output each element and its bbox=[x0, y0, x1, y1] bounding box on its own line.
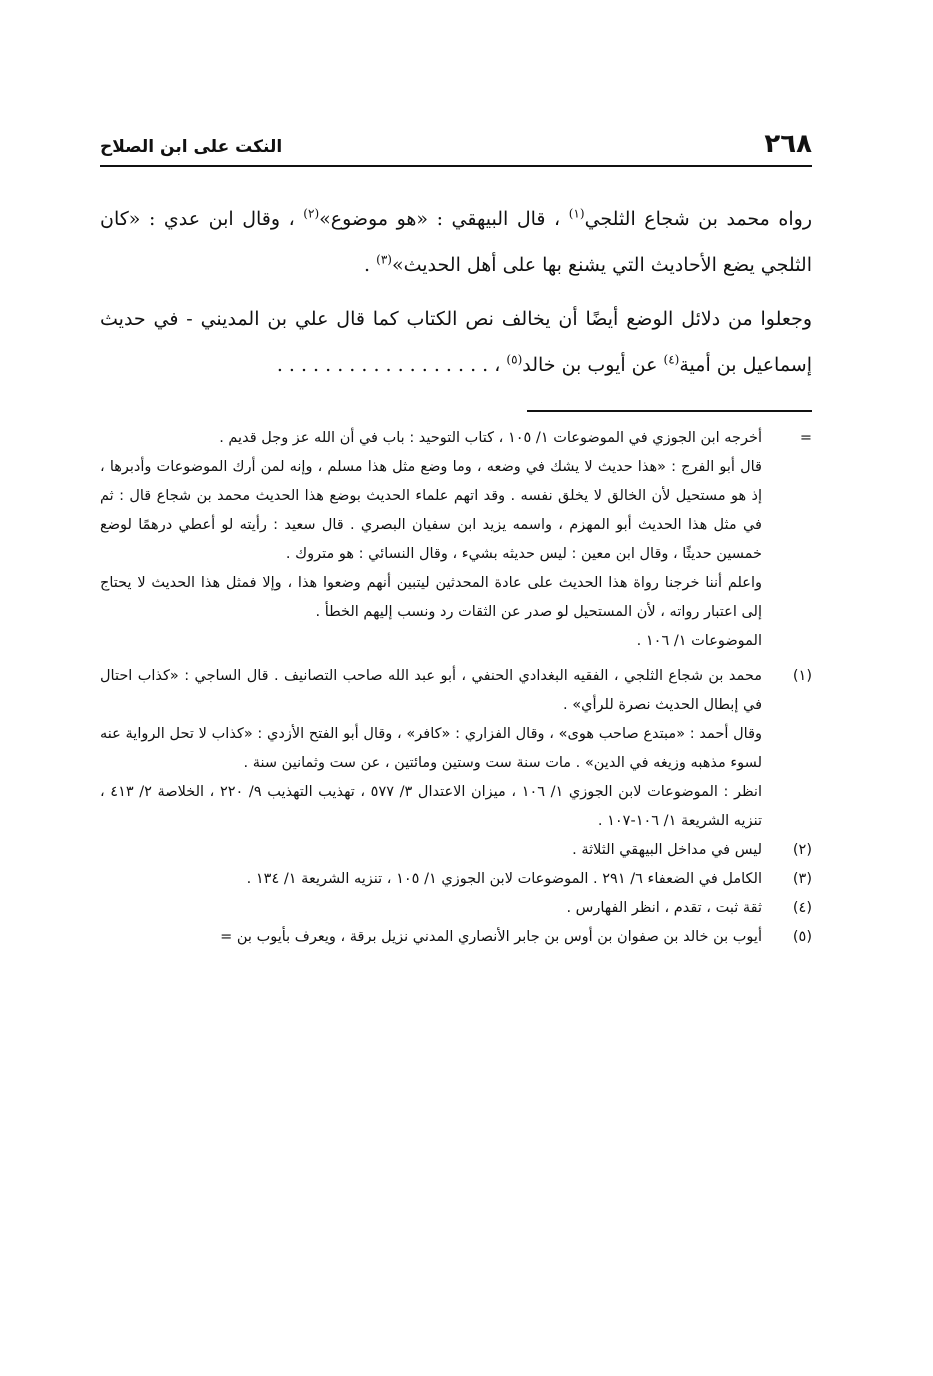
footnote-number: (٤) bbox=[792, 900, 812, 916]
footnote-number: (٣) bbox=[792, 871, 812, 887]
footnote-3 bbox=[100, 865, 812, 894]
footnote-paragraph: وقال أحمد : «مبتدع صاحب هوى» ، وقال الفزاري : «كافر» ، وقال أبو الفتح الأزدي : «كذاب لا تحل الرواية عنه لسوء مذهبه وزيغه في الدين» . مات سنة ست وستين ومائتين ، عن ست وثمانين سنة . bbox=[100, 726, 762, 771]
footnote-paragraph: ليس في مداخل البيهقي الثلاثة . bbox=[572, 842, 762, 858]
main-text-run: ، bbox=[488, 354, 507, 376]
main-text-run: . bbox=[364, 254, 377, 276]
footnote-continuation bbox=[100, 424, 812, 656]
main-text-run: رواه محمد بن شجاع الثلجي bbox=[584, 208, 812, 230]
footnote-paragraph: الموضوعات ١/ ١٠٦ . bbox=[636, 633, 762, 649]
main-text-run: ، قال البيهقي : «هو موضوع» bbox=[319, 208, 569, 230]
footnote-paragraph: واعلم أننا خرجنا رواة هذا الحديث على عادة المحدثين ليتبين أنهم وضعوا هذا ، وإلا فمثل هذا الحديث لا يحتاج إلى اعتبار رواته ، لأن المستحيل لو صدر عن الثقات رد ونسب إليهم الخطأ . bbox=[100, 575, 762, 620]
footnote-number: (١) bbox=[792, 668, 812, 684]
footnote-1 bbox=[100, 662, 812, 836]
footnote-paragraph: انظر : الموضوعات لابن الجوزي ١/ ١٠٦ ، ميزان الاعتدال ٣/ ٥٧٧ ، تهذيب التهذيب ٩/ ٢٢٠ ، الخلاصة ٢/ ٤١٣ ، تنزيه الشريعة ١/ ١٠٦-١٠٧ . bbox=[100, 784, 762, 829]
footnote-ref-5: (٥) bbox=[506, 352, 523, 367]
footnote-5 bbox=[100, 923, 812, 952]
header-rule bbox=[100, 165, 812, 167]
footnotes bbox=[100, 424, 812, 952]
continuation-marker: = bbox=[799, 430, 812, 446]
footnote-paragraph: محمد بن شجاع الثلجي ، الفقيه البغدادي الحنفي ، أبو عبد الله صاحب التصانيف . قال الساجي : «كذاب احتال في إبطال الحديث نصرة للرأي» . bbox=[100, 668, 762, 713]
running-title: النكت على ابن الصلاح bbox=[100, 137, 283, 157]
main-text bbox=[100, 196, 812, 388]
footnote-separator bbox=[527, 410, 812, 412]
footnote-ref-1: (١) bbox=[568, 206, 585, 221]
continuation-dots: . . . . . . . . . . . . . . . . . . bbox=[276, 354, 489, 376]
footnote-paragraph: أخرجه ابن الجوزي في الموضوعات ١/ ١٠٥ ، كتاب التوحيد : باب في أن الله عز وجل قديم . bbox=[219, 430, 762, 446]
footnote-number: (٢) bbox=[792, 842, 812, 858]
main-text-run: عن أيوب بن خالد bbox=[522, 354, 664, 376]
main-paragraph-1 bbox=[100, 196, 812, 288]
main-paragraph-2 bbox=[100, 296, 812, 388]
footnote-ref-4: (٤) bbox=[663, 352, 680, 367]
main-text-run: ، وقال ابن عدي : «كان الثلجي يضع الأحاديث التي يشنع بها على أهل الحديث» bbox=[100, 208, 812, 276]
footnote-paragraph: الكامل في الضعفاء ٦/ ٢٩١ . الموضوعات لابن الجوزي ١/ ١٠٥ ، تنزيه الشريعة ١/ ١٣٤ . bbox=[246, 871, 762, 887]
footnote-2 bbox=[100, 836, 812, 865]
page-number: ٢٦٨ bbox=[764, 129, 812, 159]
footnote-ref-3: (٣) bbox=[376, 252, 392, 267]
page-header bbox=[100, 128, 812, 158]
footnote-4 bbox=[100, 894, 812, 923]
footnote-paragraph: أيوب بن خالد بن صفوان بن أوس بن جابر الأنصاري المدني نزيل برقة ، ويعرف بأيوب بن = bbox=[220, 929, 762, 945]
footnote-paragraph: ثقة ثبت ، تقدم ، انظر الفهارس . bbox=[566, 900, 762, 916]
footnote-paragraph: قال أبو الفرج : «هذا حديث لا يشك في وضعه ، وما وضع مثل هذا مسلم ، وإنه لمن أرك الموضوعات وأدبرها ، إذ هو مستحيل لأن الخالق لا يخلق نفسه . وقد اتهم علماء الحديث بوضع هذا الحديث محمد بن شجاع قال : ثم في مثل هذا الحديث أبو المهزم ، واسمه يزيد ابن سفيان البصري . قال سعيد : رأيته لو أعطي درهمًا لوضع خمسين حديثًا ، وقال ابن معين : ليس حديثه بشيء ، وقال النسائي : هو متروك . bbox=[100, 459, 762, 562]
main-text-run: وجعلوا من دلائل الوضع أيضًا أن يخالف نص الكتاب كما قال علي بن المديني - في حديث إسماعيل بن أمية bbox=[100, 308, 812, 376]
footnote-number: (٥) bbox=[792, 929, 812, 945]
footnote-ref-2: (٢) bbox=[303, 206, 320, 221]
